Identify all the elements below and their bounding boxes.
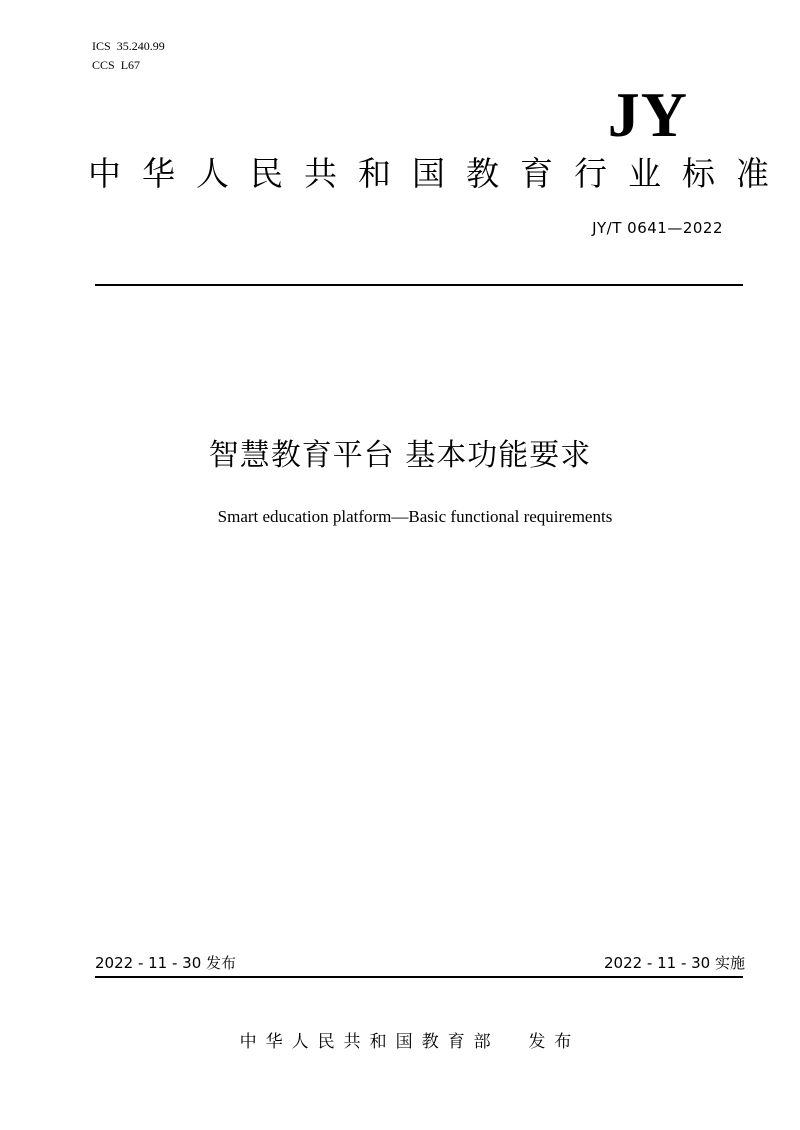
ics-code: 35.240.99 <box>116 39 165 53</box>
implementation-date: 2022 - 11 - 30 实施 <box>603 954 745 972</box>
ics-label: ICS <box>92 39 111 53</box>
standard-number: JY/T 0641—2022 <box>592 219 723 237</box>
document-title-chinese: 智慧教育平台 基本功能要求 <box>208 438 592 473</box>
publisher: 中华人民共和国教育部 发布 <box>239 1032 581 1052</box>
ccs-classification <box>92 58 140 72</box>
document-title-english: Smart education platform—Basic functional requirements <box>217 507 613 526</box>
top-divider <box>95 284 743 286</box>
standard-category-title: 中华人民共和国教育行业标准 <box>88 154 790 193</box>
ccs-label: CCS <box>92 58 115 72</box>
ccs-code: L67 <box>120 58 141 72</box>
ics-classification <box>92 39 165 53</box>
issue-date: 2022 - 11 - 30 发布 <box>95 954 237 972</box>
bottom-divider <box>95 976 743 978</box>
jy-standard-logo: JY <box>607 79 688 150</box>
